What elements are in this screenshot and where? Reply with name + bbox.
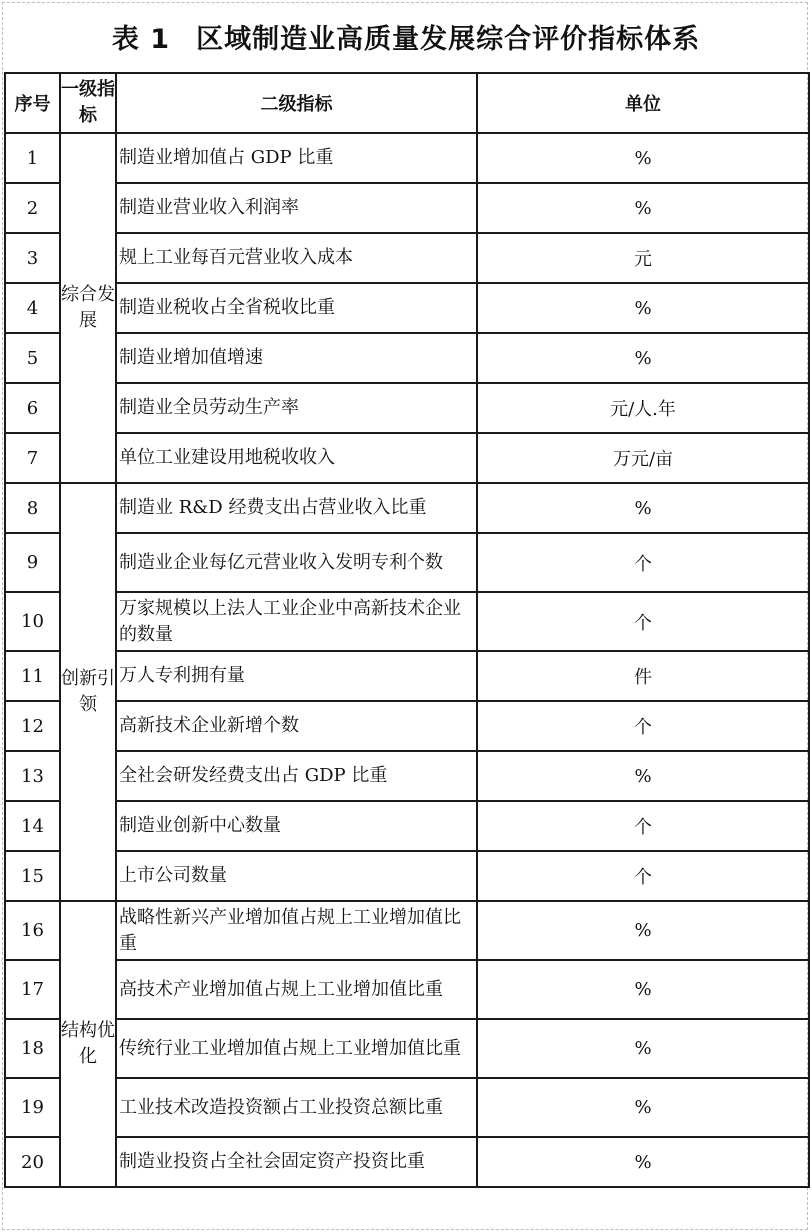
unit-cell: % [477,901,809,960]
row-number: 7 [5,433,60,483]
indicator-cell: 制造业全员劳动生产率 [116,383,477,433]
row-number: 14 [5,801,60,851]
table-number: 表 1 [111,23,171,55]
unit-cell: % [477,133,809,183]
unit-cell: % [477,1019,809,1078]
table-row [5,592,809,651]
unit-cell: 万元/亩 [477,433,809,483]
indicator-cell: 制造业创新中心数量 [116,801,477,851]
row-number: 20 [5,1137,60,1187]
row-number: 18 [5,1019,60,1078]
table-row [5,1137,809,1187]
row-number: 19 [5,1078,60,1137]
unit-cell: % [477,1078,809,1137]
row-number: 3 [5,233,60,283]
indicator-cell: 传统行业工业增加值占规上工业增加值比重 [116,1019,477,1078]
group-cell: 创新引领 [60,483,116,901]
indicator-cell: 制造业增加值增速 [116,333,477,383]
unit-cell: 个 [477,701,809,751]
table-row [5,533,809,592]
table-row [5,233,809,283]
header-no: 序号 [5,73,60,133]
table-row [5,283,809,333]
table-row [5,183,809,233]
indicator-cell: 战略性新兴产业增加值占规上工业增加值比重 [116,901,477,960]
table-row [5,651,809,701]
row-number: 11 [5,651,60,701]
indicator-table [4,72,810,1188]
table-row [5,801,809,851]
indicator-cell: 制造业营业收入利润率 [116,183,477,233]
row-number: 2 [5,183,60,233]
table-row [5,701,809,751]
header-row [5,73,809,133]
indicator-cell: 制造业 R&D 经费支出占营业收入比重 [116,483,477,533]
table-row [5,960,809,1019]
row-number: 10 [5,592,60,651]
unit-cell: % [477,1137,809,1187]
indicator-cell: 全社会研发经费支出占 GDP 比重 [116,751,477,801]
indicator-cell: 规上工业每百元营业收入成本 [116,233,477,283]
row-number: 9 [5,533,60,592]
header-unit: 单位 [477,73,809,133]
unit-cell: % [477,183,809,233]
table-row [5,751,809,801]
indicator-cell: 制造业税收占全省税收比重 [116,283,477,333]
group-cell: 综合发展 [60,133,116,483]
indicator-cell: 单位工业建设用地税收收入 [116,433,477,483]
unit-cell: 个 [477,801,809,851]
row-number: 6 [5,383,60,433]
unit-cell: 个 [477,851,809,901]
indicator-cell: 高技术产业增加值占规上工业增加值比重 [116,960,477,1019]
row-number: 4 [5,283,60,333]
table-caption: 区域制造业高质量发展综合评价指标体系 [196,23,701,55]
table-row [5,483,809,533]
row-number: 15 [5,851,60,901]
table-row [5,1019,809,1078]
unit-cell: 元/人.年 [477,383,809,433]
table-title [0,0,812,72]
unit-cell: % [477,483,809,533]
row-number: 17 [5,960,60,1019]
table-row [5,1078,809,1137]
table-row [5,383,809,433]
unit-cell: 件 [477,651,809,701]
indicator-cell: 制造业企业每亿元营业收入发明专利个数 [116,533,477,592]
indicator-cell: 工业技术改造投资额占工业投资总额比重 [116,1078,477,1137]
header-level1: 一级指标 [60,73,116,133]
indicator-cell: 万家规模以上法人工业企业中高新技术企业的数量 [116,592,477,651]
row-number: 5 [5,333,60,383]
unit-cell: % [477,751,809,801]
row-number: 13 [5,751,60,801]
table-row [5,333,809,383]
indicator-cell: 制造业投资占全社会固定资产投资比重 [116,1137,477,1187]
table-row [5,901,809,960]
row-number: 12 [5,701,60,751]
indicator-cell: 制造业增加值占 GDP 比重 [116,133,477,183]
indicator-cell: 万人专利拥有量 [116,651,477,701]
unit-cell: 个 [477,592,809,651]
unit-cell: % [477,960,809,1019]
unit-cell: 元 [477,233,809,283]
indicator-cell: 高新技术企业新增个数 [116,701,477,751]
table-row [5,851,809,901]
group-cell: 结构优化 [60,901,116,1187]
row-number: 16 [5,901,60,960]
unit-cell: % [477,283,809,333]
table-row [5,133,809,183]
table-row [5,433,809,483]
indicator-cell: 上市公司数量 [116,851,477,901]
row-number: 1 [5,133,60,183]
unit-cell: 个 [477,533,809,592]
header-level2: 二级指标 [116,73,477,133]
unit-cell: % [477,333,809,383]
row-number: 8 [5,483,60,533]
